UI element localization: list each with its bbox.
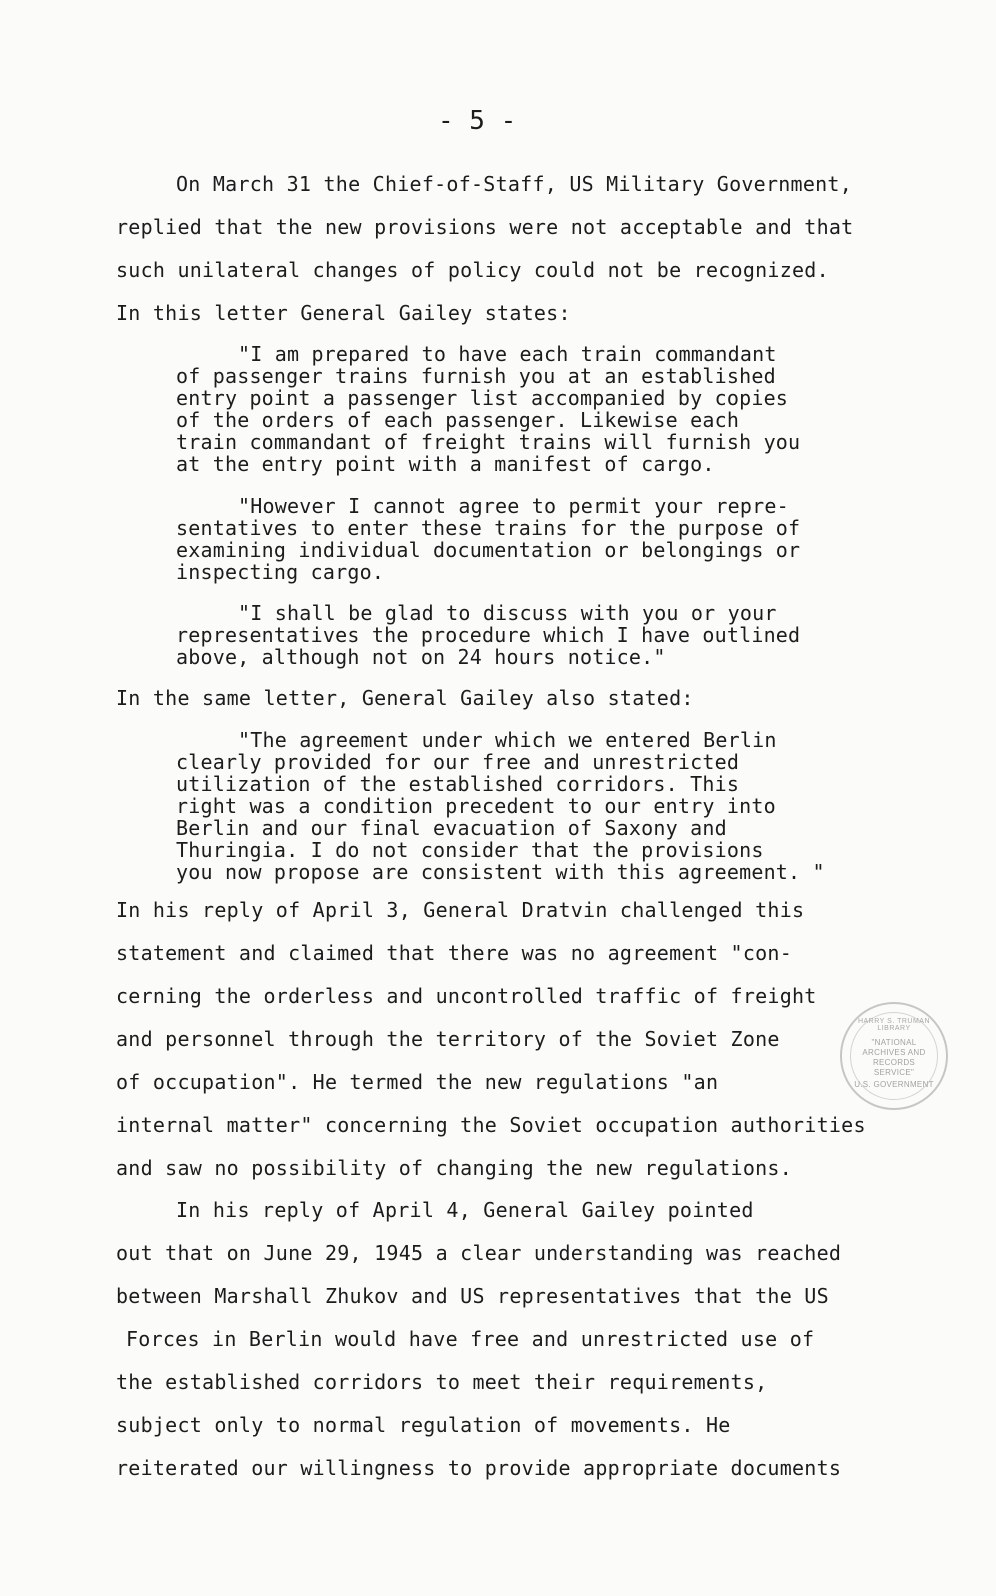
quote-3-line-2: representatives the procedure which I have outlined (176, 623, 801, 647)
stamp-line-1: "NATIONAL (871, 1038, 917, 1047)
stamp-arc-text: HARRY S. TRUMAN LIBRARY (857, 1018, 931, 1032)
paragraph-1-line-1: On March 31 the Chief-of-Staff, US Military Government, (176, 172, 853, 196)
quote-1-line-5: train commandant of freight trains will furnish you (176, 430, 801, 454)
paragraph-3-line-5: the established corridors to meet their requirements, (116, 1370, 768, 1394)
paragraph-1-line-4: In this letter General Gailey states: (116, 301, 571, 325)
quote-2-line-3: examining individual documentation or belongings or (176, 538, 801, 562)
paragraph-3-line-4: Forces in Berlin would have free and unrestricted use of (126, 1327, 815, 1351)
stamp-bottom-text: U.S. GOVERNMENT (854, 1080, 934, 1089)
paragraph-2-line-4: and personnel through the territory of the Soviet Zone (116, 1027, 780, 1051)
quote-1-line-1: "I am prepared to have each train commandant (238, 342, 777, 366)
quote-3-line-1: "I shall be glad to discuss with you or your (238, 601, 777, 625)
quote-3-line-3: above, although not on 24 hours notice." (176, 645, 666, 669)
paragraph-2-line-3: cerning the orderless and uncontrolled traffic of freight (116, 984, 817, 1008)
quote-4-line-5: Berlin and our final evacuation of Saxony and (176, 816, 727, 840)
quote-4-line-4: right was a condition precedent to our entry into (176, 794, 776, 818)
quote-1-line-4: of the orders of each passenger. Likewise each (176, 408, 740, 432)
paragraph-3-line-6: subject only to normal regulation of movements. He (116, 1413, 731, 1437)
quote-4-line-6: Thuringia. I do not consider that the provisions (176, 838, 764, 862)
intro-line: In the same letter, General Gailey also stated: (116, 686, 694, 710)
quote-4-line-1: "The agreement under which we entered Berlin (238, 728, 777, 752)
quote-1-line-3: entry point a passenger list accompanied by copies (176, 386, 789, 410)
paragraph-3-line-7: reiterated our willingness to provide appropriate documents (116, 1456, 842, 1480)
paragraph-2-line-6: internal matter" concerning the Soviet occupation authorities (116, 1113, 866, 1137)
stamp-line-2: ARCHIVES AND (862, 1048, 926, 1057)
quote-1-line-2: of passenger trains furnish you at an established (176, 364, 776, 388)
paragraph-2-line-5: of occupation". He termed the new regulations "an (116, 1070, 719, 1094)
paragraph-1-line-2: replied that the new provisions were not acceptable and that (116, 215, 854, 239)
quote-2-line-4: inspecting cargo. (176, 560, 385, 584)
quote-4-line-2: clearly provided for our free and unrestricted (176, 750, 740, 774)
quote-4-line-7: you now propose are consistent with this agreement. " (176, 860, 825, 884)
paragraph-2-line-1: In his reply of April 3, General Dratvin challenged this (116, 898, 805, 922)
paragraph-1-line-3: such unilateral changes of policy could not be recognized. (116, 258, 829, 282)
paragraph-2-line-7: and saw no possibility of changing the new regulations. (116, 1156, 793, 1180)
page-number: - 5 - (438, 106, 517, 136)
quote-4-line-3: utilization of the established corridors. This (176, 772, 740, 796)
quote-2-line-1: "However I cannot agree to permit your repre- (238, 494, 789, 518)
paragraph-3-line-2: out that on June 29, 1945 a clear understanding was reached (116, 1241, 842, 1265)
stamp-line-4: SERVICE" (873, 1068, 915, 1077)
stamp-center-text (842, 1038, 946, 1090)
archive-stamp (840, 1002, 948, 1110)
quote-1-line-6: at the entry point with a manifest of cargo. (176, 452, 715, 476)
paragraph-2-line-2: statement and claimed that there was no agreement "con- (116, 941, 793, 965)
paragraph-3-line-1: In his reply of April 4, General Gailey pointed (176, 1198, 754, 1222)
quote-2-line-2: sentatives to enter these trains for the purpose of (176, 516, 801, 540)
paragraph-3-line-3: between Marshall Zhukov and US representatives that the US (116, 1284, 829, 1308)
stamp-line-3: RECORDS (872, 1058, 916, 1067)
